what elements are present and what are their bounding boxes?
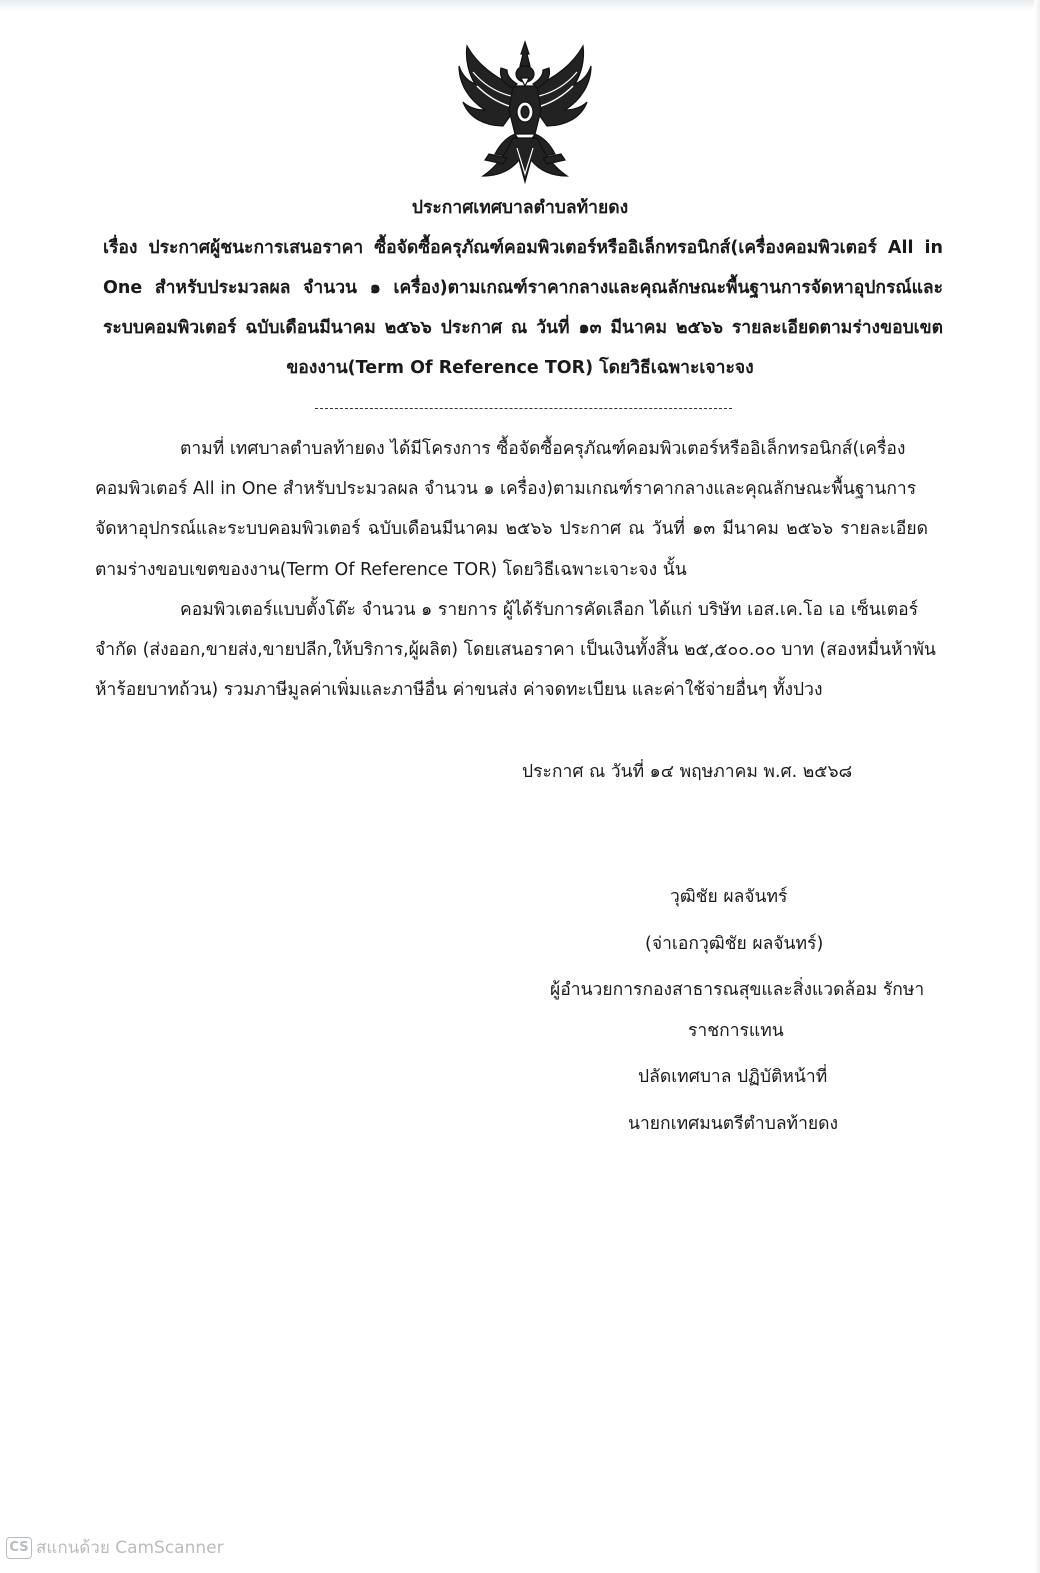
subject-line-1: เรื่อง ประกาศผู้ชนะการเสนอราคา ซื้อจัดซื้อครุภัณฑ์คอมพิวเตอร์หรืออิเล็กทรอนิกส์(เครื่องคอมพิวเตอร์ All in [103, 238, 943, 258]
separator-line [315, 408, 732, 409]
garuda-emblem-icon [455, 38, 595, 190]
paragraph2-line-3: ห้าร้อยบาทถ้วน) รวมภาษีมูลค่าเพิ่มและภาษีอื่น ค่าขนส่ง ค่าจดทะเบียน และค่าใช้จ่ายอื่นๆ ทั้งปวง [95, 680, 823, 700]
scan-top-edge [0, 0, 1040, 10]
paragraph1-line-1: ตามที่ เทศบาลตำบลท้ายดง ได้มีโครงการ ซื้อจัดซื้อครุภัณฑ์คอมพิวเตอร์หรืออิเล็กทรอนิกส์(เครื่อง [180, 439, 906, 459]
document-title: ประกาศเทศบาลตำบลท้ายดง [411, 198, 629, 218]
signature-position-line-4: นายกเทศมนตรีตำบลท้ายดง [628, 1114, 839, 1134]
camscanner-logo-icon: CS [6, 1537, 32, 1559]
watermark-text: สแกนด้วย CamScanner [36, 1538, 224, 1558]
scan-right-edge [1034, 0, 1040, 1573]
announcement-date: ประกาศ ณ วันที่ ๑๔ พฤษภาคม พ.ศ. ๒๕๖๘ [522, 762, 853, 782]
paragraph1-line-2: คอมพิวเตอร์ All in One สำหรับประมวลผล จำนวน ๑ เครื่อง)ตามเกณฑ์ราคากลางและคุณลักษณะพื้นฐานการ [95, 479, 917, 499]
signature-name: วุฒิชัย ผลจันทร์ [670, 887, 788, 907]
signature-position-line-2: ราชการแทน [688, 1021, 784, 1041]
subject-line-4: ของงาน(Term Of Reference TOR) โดยวิธีเฉพาะเจาะจง [286, 358, 754, 378]
paragraph2-line-2: จำกัด (ส่งออก,ขายส่ง,ขายปลีก,ให้บริการ,ผู้ผลิต) โดยเสนอราคา เป็นเงินทั้งสิ้น ๒๕,๕๐๐.๐๐ บาท (สองหมื่นห้าพัน [95, 640, 936, 660]
paragraph1-line-4: ตามร่างขอบเขตของงาน(Term Of Reference TOR) โดยวิธีเฉพาะเจาะจง นั้น [95, 560, 687, 580]
signature-position-line-1: ผู้อำนวยการกองสาธารณสุขและสิ่งแวดล้อม รักษา [550, 980, 925, 1000]
subject-line-2: One สำหรับประมวลผล จำนวน ๑ เครื่อง)ตามเกณฑ์ราคากลางและคุณลักษณะพื้นฐานการจัดหาอุปกรณ์และ [103, 278, 943, 298]
signature-full-name: (จ่าเอกวุฒิชัย ผลจันทร์) [645, 934, 824, 954]
paragraph2-line-1: คอมพิวเตอร์แบบตั้งโต๊ะ จำนวน ๑ รายการ ผู้ได้รับการคัดเลือก ได้แก่ บริษัท เอส.เค.โอ เอ เซ็นเตอร์ [180, 600, 918, 620]
paragraph1-line-3: จัดหาอุปกรณ์และระบบคอมพิวเตอร์ ฉบับเดือนมีนาคม ๒๕๖๖ ประกาศ ณ วันที่ ๑๓ มีนาคม ๒๕๖๖ รายละเอียด [95, 519, 928, 539]
signature-position-line-3: ปลัดเทศบาล ปฏิบัติหน้าที่ [638, 1067, 828, 1087]
subject-line-3: ระบบคอมพิวเตอร์ ฉบับเดือนมีนาคม ๒๕๖๖ ประกาศ ณ วันที่ ๑๓ มีนาคม ๒๕๖๖ รายละเอียดตามร่างขอบเขต [103, 318, 943, 338]
camscanner-watermark [6, 1534, 224, 1561]
